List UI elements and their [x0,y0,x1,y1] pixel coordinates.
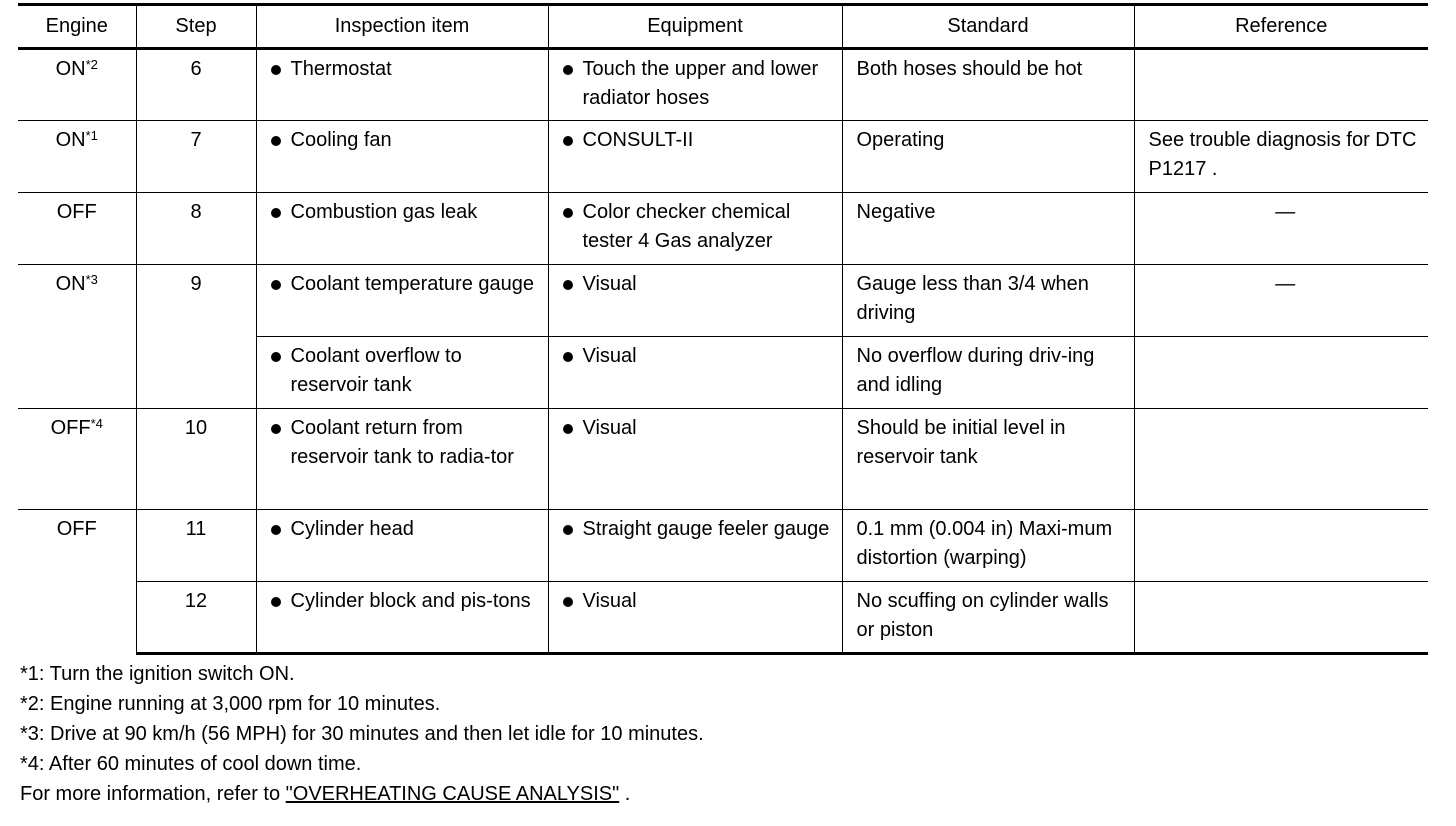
reference-cell [1134,49,1428,121]
overheating-analysis-link[interactable]: "OVERHEATING CAUSE ANALYSIS" [285,783,620,805]
reference-cell [1134,409,1428,510]
bullet-icon [563,352,573,362]
equipment-cell [548,337,842,409]
inspection-item-text: Cooling fan [290,129,392,151]
standard-cell: 0.1 mm (0.004 in) Maxi-mum distortion (warping) [842,510,1134,582]
step-cell: 9 [136,265,256,409]
footnote-4: *4: After 60 minutes of cool down time. [20,753,362,775]
engine-cell [18,265,136,409]
bullet-icon [563,280,573,290]
more-info-suffix: . [619,783,631,805]
equipment-text: Visual [582,345,637,367]
table-row [18,193,1428,265]
bullet-icon [271,136,281,146]
bullet-icon [563,136,573,146]
standard-cell: Both hoses should be hot [842,49,1134,121]
footnote-3: *3: Drive at 90 km/h (56 MPH) for 30 minutes and then let idle for 10 minutes. [20,723,704,745]
bullet-icon [271,280,281,290]
inspection-item-cell [256,49,548,121]
equipment-text: Straight gauge feeler gauge [582,518,830,540]
reference-cell [1134,582,1428,654]
inspection-item-cell [256,337,548,409]
equipment-text: Visual [582,590,637,612]
equipment-text: CONSULT-II [582,129,694,151]
reference-cell: — [1134,193,1428,265]
engine-cell [18,510,136,654]
step-cell: 12 [136,582,256,654]
equipment-cell [548,265,842,337]
equipment-cell [548,582,842,654]
table-header-row [18,5,1428,49]
table-row [18,510,1428,582]
engine-cell [18,409,136,510]
engine-cell [18,193,136,265]
bullet-icon [271,208,281,218]
bullet-icon [271,424,281,434]
header-reference: Reference [1134,5,1428,49]
engine-state: OFF [56,518,97,540]
bullet-icon [271,525,281,535]
step-cell: 11 [136,510,256,582]
inspection-table [18,3,1428,655]
bullet-icon [563,525,573,535]
equipment-cell [548,49,842,121]
engine-footnote-ref: *1 [85,128,98,143]
header-step: Step [136,5,256,49]
standard-cell: Operating [842,121,1134,193]
header-equipment: Equipment [548,5,842,49]
table-row [18,582,1428,654]
inspection-table-container [18,3,1428,655]
inspection-item-text: Cylinder head [290,518,414,540]
inspection-item-text: Coolant temperature gauge [290,273,534,295]
step-cell: 10 [136,409,256,510]
table-row [18,121,1428,193]
equipment-text: Touch the upper and lower radiator hoses [582,58,819,109]
reference-cell: — [1134,265,1428,337]
table-row [18,265,1428,337]
engine-footnote-ref: *3 [85,272,98,287]
engine-state: OFF [56,201,97,223]
table-row [18,49,1428,121]
inspection-item-text: Coolant return from reservoir tank to radia-tor [290,417,514,468]
bullet-icon [563,208,573,218]
inspection-item-cell [256,582,548,654]
standard-cell: Gauge less than 3/4 when driving [842,265,1134,337]
header-standard: Standard [842,5,1134,49]
standard-cell: Negative [842,193,1134,265]
inspection-item-text: Combustion gas leak [290,201,478,223]
engine-state: ON [55,129,86,151]
inspection-item-text: Thermostat [290,58,392,80]
equipment-text: Color checker chemical tester 4 Gas analyzer [582,201,791,252]
inspection-item-text: Cylinder block and pis-tons [290,590,531,612]
engine-footnote-ref: *4 [90,416,103,431]
standard-cell: No scuffing on cylinder walls or piston [842,582,1134,654]
equipment-text: Visual [582,417,637,439]
bullet-icon [271,352,281,362]
equipment-text: Visual [582,273,637,295]
engine-cell [18,49,136,121]
reference-cell [1134,510,1428,582]
standard-cell: Should be initial level in reservoir tank [842,409,1134,510]
standard-cell: No overflow during driv-ing and idling [842,337,1134,409]
table-row [18,409,1428,510]
footnote-2: *2: Engine running at 3,000 rpm for 10 minutes. [20,693,441,715]
bullet-icon [563,65,573,75]
reference-cell [1134,337,1428,409]
engine-footnote-ref: *2 [85,57,98,72]
bullet-icon [271,597,281,607]
inspection-item-cell [256,193,548,265]
more-info-line [20,779,1420,809]
equipment-cell [548,409,842,510]
reference-cell: See trouble diagnosis for DTC P1217 . [1134,121,1428,193]
more-info-prefix: For more information, refer to [20,783,286,805]
engine-state: OFF [50,417,91,439]
engine-state: ON [55,273,86,295]
inspection-item-text: Coolant overflow to reservoir tank [290,345,462,396]
step-cell: 8 [136,193,256,265]
engine-cell [18,121,136,193]
inspection-item-cell [256,510,548,582]
inspection-item-cell [256,409,548,510]
bullet-icon [563,597,573,607]
inspection-item-cell [256,121,548,193]
header-inspection-item: Inspection item [256,5,548,49]
equipment-cell [548,193,842,265]
bullet-icon [271,65,281,75]
bullet-icon [563,424,573,434]
footnotes [20,659,1420,809]
footnote-1: *1: Turn the ignition switch ON. [20,663,295,685]
step-cell: 6 [136,49,256,121]
engine-state: ON [55,58,86,80]
equipment-cell [548,121,842,193]
header-engine: Engine [18,5,136,49]
equipment-cell [548,510,842,582]
step-cell: 7 [136,121,256,193]
inspection-item-cell [256,265,548,337]
